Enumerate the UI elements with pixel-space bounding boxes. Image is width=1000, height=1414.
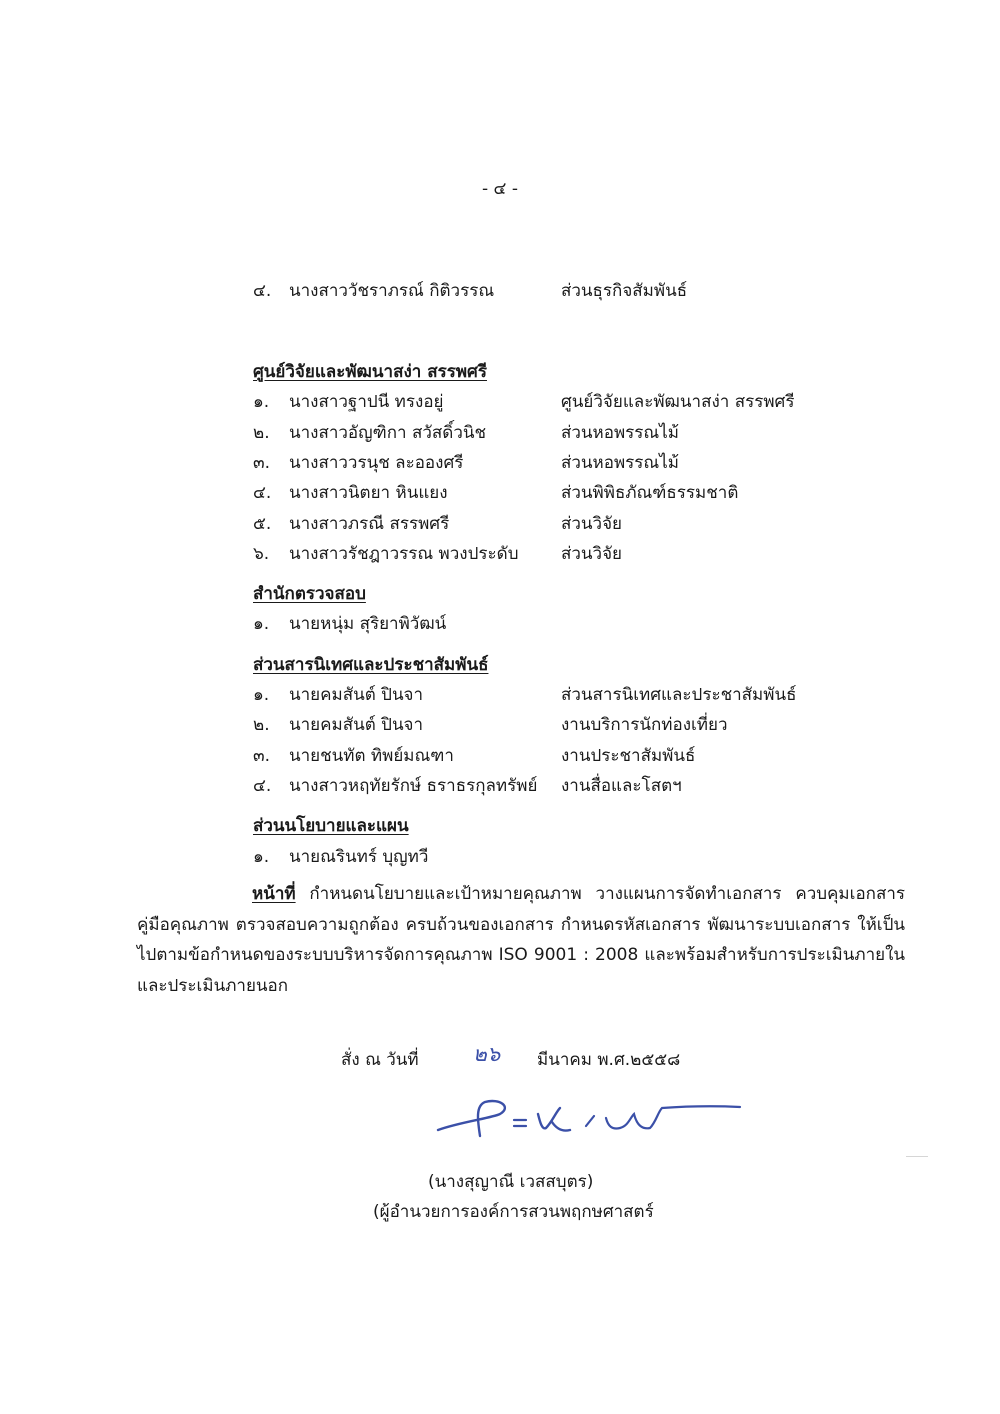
signer-name: (นางสุญาณี เวสสบุตร) xyxy=(428,1172,594,1192)
duty-label: หน้าที่ xyxy=(252,884,296,904)
member-department: ส่วนวิจัย xyxy=(561,513,623,534)
duty-text: กำหนดนโยบายและเป้าหมายคุณภาพ วางแผนการจัดทำเอกสาร ควบคุมเอกสาร คู่มือคุณภาพ ตรวจสอบความถูกต้อง ครบถ้วนของเอกสาร กำหนดรหัสเอกสาร พัฒนาระบบเอกสาร ให้เป็นไปตามข้อกำหนดของระบบบริหารจัดการคุณภาพ ISO 9001 : 2008 และพร้อมสำหรับการประเมินภายในและประเมินภายนอก xyxy=(137,884,905,996)
member-department: ศูนย์วิจัยและพัฒนาสง่า สรรพศรี xyxy=(561,392,795,413)
member-name: นายชนทัต ทิพย์มณฑา xyxy=(289,745,454,766)
member-number: ๑. xyxy=(253,685,270,705)
member-row xyxy=(0,482,1000,506)
scan-smudge xyxy=(906,1156,928,1157)
member-row xyxy=(0,280,1000,304)
member-department: ส่วนสารนิเทศและประชาสัมพันธ์ xyxy=(561,685,797,705)
duty-paragraph xyxy=(137,879,905,1001)
member-number: ๓. xyxy=(253,745,271,766)
signature-image xyxy=(430,1092,750,1144)
member-number: ๑. xyxy=(253,846,270,867)
member-row xyxy=(0,513,1000,537)
member-department: งานบริการนักท่องเที่ยว xyxy=(561,715,728,736)
member-name: นายณรินทร์ บุญทวี xyxy=(289,846,429,867)
member-name: นางสาวภรณี สรรพศรี xyxy=(289,513,450,534)
signer-title: (ผู้อำนวยการองค์การสวนพฤกษศาสตร์ xyxy=(373,1202,654,1222)
member-department: ส่วนหอพรรณไม้ xyxy=(561,422,679,443)
member-department: ส่วนวิจัย xyxy=(561,543,623,564)
page-number: - ๔ - xyxy=(482,179,518,199)
member-row xyxy=(0,714,1000,738)
order-date-prefix: สั่ง ณ วันที่ xyxy=(341,1050,419,1070)
member-number: ๑. xyxy=(253,392,270,413)
member-name: นางสาวนิตยา หินแยง xyxy=(289,483,448,504)
section-heading: ส่วนนโยบายและแผน xyxy=(253,816,409,837)
member-number: ๑. xyxy=(253,614,270,635)
member-row xyxy=(0,422,1000,446)
member-row xyxy=(0,391,1000,415)
member-name: นางสาวรัชฎาวรรณ พวงประดับ xyxy=(289,543,519,564)
member-row xyxy=(0,543,1000,567)
member-row xyxy=(0,613,1000,637)
member-name: นางสาววัชราภรณ์ กิติวรรณ xyxy=(289,281,495,301)
member-name: นายคมสันต์ ปินจา xyxy=(289,685,424,705)
member-name: นางสาวอัญฑิกา สวัสดิ์วนิช xyxy=(289,422,487,443)
member-name: นายหนุ่ม สุริยาพิวัฒน์ xyxy=(289,614,447,635)
member-number: ๔. xyxy=(253,775,272,796)
section-heading: ศูนย์วิจัยและพัฒนาสง่า สรรพศรี xyxy=(253,362,487,382)
section-heading: สำนักตรวจสอบ xyxy=(253,584,366,605)
member-number: ๔. xyxy=(253,281,272,301)
member-number: ๖. xyxy=(253,543,270,564)
member-department: ส่วนธุรกิจสัมพันธ์ xyxy=(561,281,688,301)
member-row xyxy=(0,745,1000,769)
member-number: ๓. xyxy=(253,452,271,473)
member-row xyxy=(0,684,1000,708)
member-row xyxy=(0,452,1000,476)
member-name: นายคมสันต์ ปินจา xyxy=(289,715,424,736)
member-row xyxy=(0,775,1000,799)
member-department: งานประชาสัมพันธ์ xyxy=(561,745,696,766)
section-heading: ส่วนสารนิเทศและประชาสัมพันธ์ xyxy=(253,654,489,675)
member-name: นางสาวหฤทัยรักษ์ ธราธรกุลทรัพย์ xyxy=(289,775,538,796)
member-department: ส่วนพิพิธภัณฑ์ธรรมชาติ xyxy=(561,483,739,504)
member-number: ๔. xyxy=(253,483,272,504)
member-department: งานสื่อและโสตฯ xyxy=(561,775,682,796)
member-name: นางสาววรนุช ละอองศรี xyxy=(289,452,464,473)
order-day-handwritten: ๒๖ xyxy=(473,1042,501,1066)
order-month-year: มีนาคม พ.ศ.๒๕๕๘ xyxy=(537,1050,681,1070)
member-name: นางสาวฐาปนี ทรงอยู่ xyxy=(289,392,444,413)
member-number: ๒. xyxy=(253,715,270,736)
member-number: ๒. xyxy=(253,422,270,443)
member-number: ๕. xyxy=(253,513,272,534)
member-department: ส่วนหอพรรณไม้ xyxy=(561,452,679,473)
member-row xyxy=(0,846,1000,870)
